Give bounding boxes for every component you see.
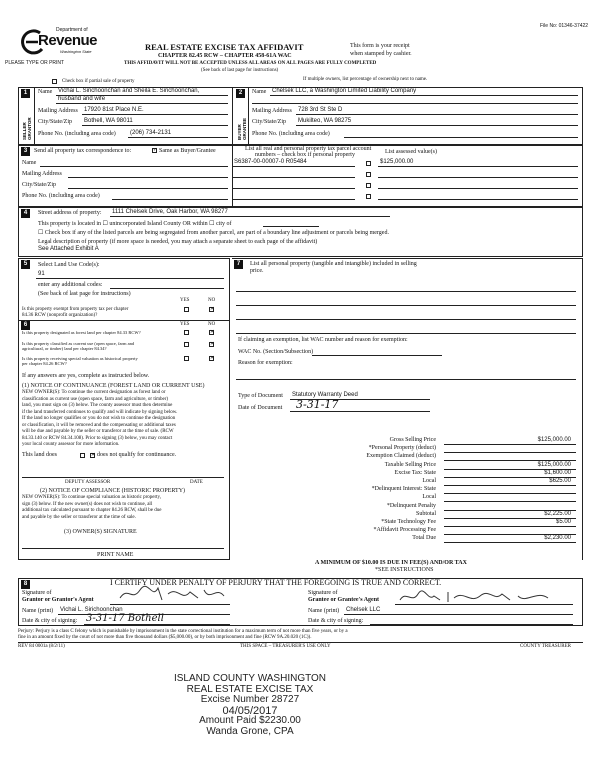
same-as-buyer-label: Same as Buyer/Grantee [159, 148, 216, 154]
does-not-checkbox[interactable]: ✕ [91, 453, 96, 458]
assessed-header: List assessed value(s) [385, 149, 437, 155]
current-use-yes-checkbox[interactable] [184, 342, 189, 347]
does-checkbox[interactable] [80, 453, 85, 458]
state-label: Washington State [60, 49, 92, 54]
county-treasurer-label: COUNTY TREASURER [520, 644, 571, 649]
stamp-excise: REAL ESTATE EXCISE TAX [186, 683, 314, 695]
grantor-date-field[interactable]: 3-31-17 Bothell [86, 613, 164, 624]
notice-compliance-body: NEW OWNER(S): To continue special valuation as historic property, sign (3) below. If the new owner(s) does not wish to continue, all additional tax calculated pursuant to chapter 84.26 RCW, shall be due and payable by the seller or transferor at the time of sale. [22, 495, 162, 520]
stamp-amount: Amount Paid $2230.00 [199, 715, 301, 726]
date-doc-field[interactable]: 3-31-17 [296, 398, 339, 411]
historic-yes-checkbox[interactable] [184, 356, 189, 361]
historic-no-checkbox[interactable]: ✕ [210, 356, 215, 361]
buyer-phone-label: Phone No. (including area code) [252, 131, 330, 137]
warning-text: THIS AFFIDAVIT WILL NOT BE ACCEPTED UNLESS ALL AREAS ON ALL PAGES ARE FULLY COMPLETED [124, 61, 377, 66]
grantee-date-label: Date & city of signing: [308, 618, 364, 624]
yes-header-6: YES [180, 322, 190, 327]
tax-row: Local [236, 494, 576, 502]
parcel-number-field[interactable]: S6387-00-00007-0 R05484 [234, 159, 307, 165]
seller-name-label: Name [38, 89, 53, 95]
parcel-personal-checkbox[interactable] [366, 183, 371, 188]
section-7-number: 7 [234, 260, 243, 269]
partial-sale-checkbox[interactable] [52, 79, 57, 84]
buyer-city-field[interactable]: Mukilteo, WA 98275 [298, 118, 352, 124]
street-label: Street address of property: [38, 210, 102, 216]
receipt-note: This form is your receipt [350, 43, 410, 49]
exempt-yes-checkbox[interactable] [184, 307, 189, 312]
segregated-text: ☐ Check box if any of the listed parcels are being segregated from another parcel, are part of a boundary line adjustment or parcels being merged. [38, 230, 389, 236]
grantor-sig-label: Signature of [22, 590, 52, 596]
corr-name-label: Name [22, 160, 37, 166]
assessed-value-field[interactable]: $125,000.00 [380, 159, 414, 165]
please-type: PLEASE TYPE OR PRINT [5, 60, 65, 66]
file-number: File No: 01346-37422 [540, 23, 589, 29]
buyer-mailing-label: Mailing Address [252, 108, 292, 114]
exempt-question: Is this property exempt from property tax per chapter [22, 307, 129, 312]
tax-row: Excise Tax: State $1,600.00 [236, 470, 576, 478]
parcel-personal-checkbox[interactable] [366, 172, 371, 177]
land-does-label: This land does [22, 452, 57, 458]
section-2-number: 2 [236, 89, 245, 98]
corr-phone-label: Phone No. (including area code) [22, 193, 100, 199]
see-back-note: (See back of last page for instructions) [201, 68, 279, 73]
no-header-6: NO [208, 322, 216, 327]
print-name-label: PRINT NAME [97, 552, 134, 558]
current-use-no-checkbox[interactable]: ✕ [210, 342, 215, 347]
notice-continuance-body: NEW OWNER(S): To continue the current designation as forest land or classification as current use (open space, farm and agriculture, or timber) land, you must sign on (3) below. The county assessor must then determine if the land transferred continues to qualify and will indicate by signing below. If the land no longer qualifies or you do not wish to continue the designation or classification, it will be removed and the compensating or additional taxes will be due and payable by the seller or transferor at the time of sale. (RCW 84.33.140 or RCW 84.34.108). Prior to signing (3) below, you may contact your local county assessor for more information. [22, 390, 178, 447]
historic-question-2: per chapter 84.26 RCW? [22, 361, 67, 366]
forest-no-checkbox[interactable]: ✕ [210, 330, 215, 335]
buyer-side-label: BUYER GRANTEE [237, 117, 247, 140]
section-5-number: 5 [21, 260, 30, 269]
deputy-date-label: DATE [190, 480, 203, 485]
treasurer-use-label: THIS SPACE – TREASURER'S USE ONLY [240, 644, 331, 649]
no-header: NO [208, 298, 216, 303]
buyer-name-label: Name [252, 89, 267, 95]
tax-row: *Delinquent Penalty [236, 503, 576, 511]
corr-city-label: City/State/Zip [22, 182, 56, 188]
buyer-mailing-field[interactable]: 728 3rd St Ste D [298, 107, 343, 113]
notice-continuance-title: (1) NOTICE OF CONTINUANCE (FOREST LAND OR CURRENT USE) [22, 383, 205, 389]
deputy-assessor-label: DEPUTY ASSESSOR [65, 480, 111, 485]
chapter-ref: CHAPTER 82.45 RCW – CHAPTER 458-61A WAC [158, 53, 292, 59]
parcel-header: List all real and personal property tax parcel account [245, 146, 372, 152]
personal-property-label-2: price. [250, 268, 264, 274]
reason-label: Reason for exemption: [238, 360, 293, 366]
seller-phone-field[interactable]: (206) 734-2131 [130, 130, 172, 136]
section-4-number: 4 [21, 209, 30, 218]
seller-phone-label: Phone No. (including area code) [38, 131, 116, 137]
yes-header: YES [180, 298, 190, 303]
parcel-header-2: numbers – check box if personal property [255, 152, 355, 158]
stamp-county: ISLAND COUNTY WASHINGTON [173, 673, 327, 684]
current-use-question-2: agricultural, or timber) land per chapter 84.34? [22, 346, 107, 351]
perjury-notice-2: fine in an amount fixed by the court of not more than five thousand dollars ($5,000.00), or by both imprisonment and fine (RCW 9A.20.020 (1C)). [18, 635, 312, 640]
additional-codes-label: enter any additional codes: [38, 282, 103, 288]
wac-label: WAC No. (Section/Subsection) [238, 349, 314, 355]
tax-row: *Affidavit Processing Fee [236, 527, 576, 535]
seller-name-field[interactable]: Vichai L. Sirichoonchan and Sheila E. Sirichoonchan, [58, 88, 200, 94]
seller-city-label: City/State/Zip [38, 119, 72, 125]
seller-side-label: SELLER GRANTOR [22, 117, 32, 140]
partial-sale-label: Check box if partial sale of property [62, 79, 135, 84]
tax-row: *State Technology Fee $5.00 [236, 519, 576, 527]
multiple-owners-note: If multiple owners, list percentage of ownership next to name. [303, 77, 428, 82]
seller-mailing-label: Mailing Address [38, 108, 78, 114]
exemption-claim-label: If claiming an exemption, list WAC number and reason for exemption: [238, 337, 408, 343]
grantor-name-label: Name (print) [22, 608, 54, 614]
historic-question: Is this property receiving special valuation as historical property [22, 356, 138, 361]
page-title: REAL ESTATE EXCISE TAX AFFIDAVIT [145, 42, 304, 52]
tax-row: *Personal Property (deduct) [236, 445, 576, 453]
rev-number: REV 84 0001a (8/2/11) [18, 644, 65, 649]
section-6-number: 6 [21, 321, 30, 330]
type-doc-field[interactable]: Statutory Warranty Deed [292, 392, 358, 398]
land-use-field[interactable]: 91 [38, 271, 45, 277]
dor-logo [18, 27, 96, 57]
land-use-label: Select Land Use Code(s): [38, 262, 100, 268]
does-not-qualify-label: does not qualify for continuance. [97, 452, 177, 458]
exempt-question-2: 84.36 RCW (nonprofit organization)? [22, 313, 98, 318]
section-8-number: 8 [21, 580, 30, 589]
street-field[interactable]: 1111 Chelsek Drive, Oak Harbor, WA 98277 [112, 209, 228, 215]
tax-row-total: Total Due $2,230.00 [236, 535, 576, 543]
grantee-name-field[interactable]: Chelsek LLC [346, 607, 381, 613]
stamp-excise-number: Excise Number 28727 [200, 694, 300, 705]
land-use-instructions: (See back of last page for instructions) [38, 291, 131, 297]
section-3-number: 3 [21, 147, 30, 156]
stamp-date: 04/05/2017 [222, 704, 278, 717]
section-1-number: 1 [21, 89, 30, 98]
located-in-text: This property is located in ☐ unincorporated Island County OR within ☐ city of [38, 221, 232, 227]
owner-signature-label: (3) OWNER(S) SIGNATURE [64, 529, 137, 535]
perjury-notice: Perjury: Perjury is a class C felony which is punishable by imprisonment in the state correctional institution for a maximum term of not more than five years, or by a [18, 629, 348, 634]
buyer-name-field[interactable]: Chelsek LLC, a Washington Limited Liability Company [272, 88, 417, 94]
forest-land-question: Is this property designated as forest land per chapter 84.33 RCW? [22, 330, 141, 335]
grantee-name-label: Name (print) [308, 608, 340, 614]
notice-compliance-title: (2) NOTICE OF COMPLIANCE (HISTORIC PROPERTY) [40, 488, 186, 494]
tax-calculation-table [236, 437, 576, 543]
date-doc-label: Date of Document [238, 405, 283, 411]
same-as-buyer-checkbox[interactable]: ✓ [153, 148, 158, 153]
current-use-question: Is this property classified as current use (open space, farm and [22, 341, 135, 346]
forest-yes-checkbox[interactable] [184, 330, 189, 335]
seller-name-field-2[interactable]: husband and wife [58, 96, 106, 102]
grantee-sig-label-2: Grantee or Grantee's Agent [308, 597, 380, 603]
tax-row: Local $625.00 [236, 478, 576, 486]
treasurer-stamp [130, 674, 370, 737]
tax-row: Taxable Selling Price $125,000.00 [236, 462, 576, 470]
legal-description-label: Legal description of property (if more space is needed, you may attach a separate sheet to each page of the affidavit) [38, 239, 318, 245]
send-to-label: Send all property tax correspondence to: [34, 148, 132, 154]
seller-mailing-field[interactable]: 17920 81st Place N.E. [84, 107, 144, 113]
tax-row: Gross Selling Price $125,000.00 [236, 437, 576, 445]
see-instructions-note: *SEE INSTRUCTIONS [375, 567, 434, 573]
corr-mailing-label: Mailing Address [22, 171, 62, 177]
grantee-sig-label: Signature of [308, 590, 338, 596]
grantor-sig-label-2: Grantor or Grantor's Agent [22, 597, 94, 603]
revenue-logotype: Revenue [38, 32, 98, 49]
type-doc-label: Type of Document [238, 393, 283, 399]
personal-property-label: List all personal property (tangible and intangible) included in selling [250, 261, 417, 267]
legal-description-field[interactable]: See Attached Exhibit A [38, 246, 99, 252]
buyer-city-label: City/State/Zip [252, 119, 286, 125]
tax-row: Subtotal $2,225.00 [236, 511, 576, 519]
parcel-personal-checkbox[interactable] [366, 161, 371, 166]
grantor-signature[interactable] [118, 584, 228, 604]
tax-row: Exemption Claimed (deduct) [236, 453, 576, 461]
seller-city-field[interactable]: Bothell, WA 98011 [84, 118, 133, 124]
dept-label: Department of [56, 27, 88, 33]
stamp-treasurer: Wanda Grone, CPA [206, 725, 294, 737]
exempt-no-checkbox[interactable]: ✕ [210, 307, 215, 312]
grantor-name-field[interactable]: Vichai L. Sirichoonchan [60, 607, 123, 613]
minimum-due-note: A MINIMUM OF $10.00 IS DUE IN FEE(S) AND/OR TAX [315, 560, 467, 566]
if-any-yes: If any answers are yes, complete as instructed below. [22, 373, 150, 379]
grantor-date-label: Date & city of signing: [22, 618, 78, 624]
receipt-note-2: when stamped by cashier. [350, 51, 412, 57]
certify-statement: I CERTIFY UNDER PENALTY OF PERJURY THAT THE FOREGOING IS TRUE AND CORRECT. [110, 578, 442, 587]
parcel-personal-checkbox[interactable] [366, 194, 371, 199]
tax-row: *Delinquent Interest: State [236, 486, 576, 494]
